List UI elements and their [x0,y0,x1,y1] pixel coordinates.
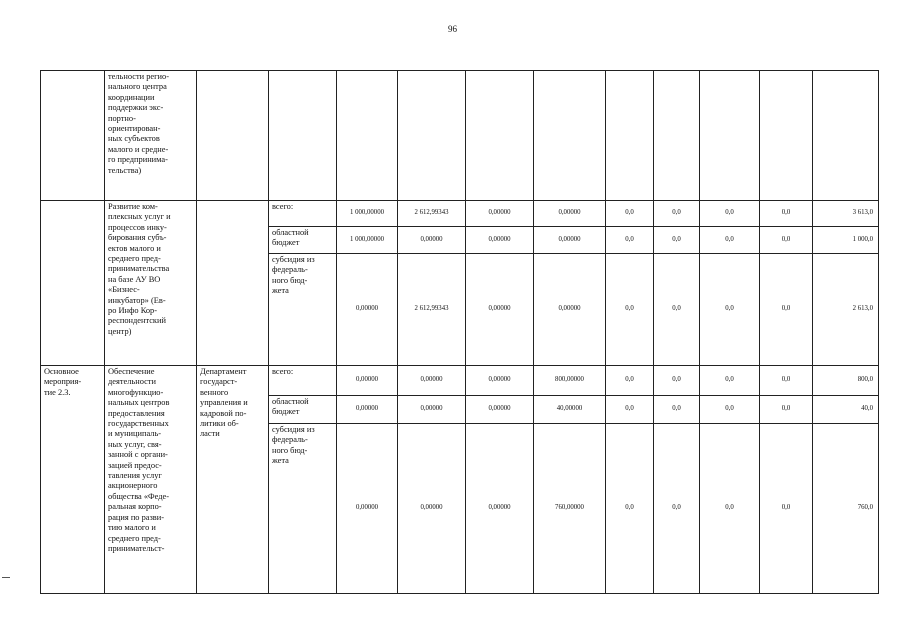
value-cell: 0,00000 [466,201,534,227]
source-cell: всего: [269,366,337,396]
value-cell [466,71,534,201]
value-cell: 0,0 [654,396,700,424]
measure-cell [41,71,105,201]
value-cell: 0,0 [606,254,654,366]
executor-cell [197,71,269,201]
value-cell [700,71,760,201]
value-cell: 0,0 [760,201,813,227]
value-cell: 0,00000 [466,424,534,594]
activity-cell: Обеспечение деятельности многофункцио- нальных центров предоставления государственных и муниципаль- ных услуг, свя- занной с органи- зацией предос- тавления услуг акционерного общества «Феде- ральная корпо- рация по разви- тию малого и среднего пред- принимательст- [105,366,197,594]
total-cell: 760,0 [813,424,879,594]
activity-cell: Развитие ком- плексных услуг и процессов инку- бирования субъ- ектов малого и среднего пред- принимательства на базе АУ ВО «Бизнес- инкубатор» (Ев- ро Инфо Кор- респондентский центр) [105,201,197,366]
value-cell: 0,0 [760,254,813,366]
executor-cell [197,201,269,366]
value-cell: 0,00000 [534,201,606,227]
value-cell: 0,0 [760,366,813,396]
value-cell: 0,0 [654,366,700,396]
value-cell: 0,0 [606,396,654,424]
value-cell: 0,00000 [466,254,534,366]
value-cell: 0,0 [700,366,760,396]
value-cell: 2 612,99343 [398,254,466,366]
value-cell: 0,00000 [398,366,466,396]
value-cell: 0,0 [606,424,654,594]
value-cell [337,71,398,201]
value-cell: 0,00000 [534,254,606,366]
value-cell: 0,00000 [337,366,398,396]
value-cell: 0,0 [760,424,813,594]
value-cell: 0,0 [654,227,700,254]
total-cell: 40,0 [813,396,879,424]
value-cell: 0,00000 [337,254,398,366]
value-cell: 800,00000 [534,366,606,396]
source-cell: всего: [269,201,337,227]
value-cell [760,71,813,201]
value-cell: 0,0 [606,227,654,254]
value-cell: 0,0 [700,254,760,366]
value-cell [398,71,466,201]
table-row [41,201,879,227]
value-cell: 0,0 [760,396,813,424]
value-cell: 0,00000 [337,424,398,594]
value-cell: 2 612,99343 [398,201,466,227]
value-cell: 0,00000 [337,396,398,424]
value-cell: 0,00000 [466,396,534,424]
page-number: 96 [448,24,457,34]
source-cell: субсидия из федераль- ного бюд- жета [269,254,337,366]
margin-mark [2,577,10,578]
value-cell [534,71,606,201]
value-cell: 0,0 [654,424,700,594]
value-cell: 0,0 [606,366,654,396]
measure-cell [41,201,105,366]
value-cell: 0,00000 [534,227,606,254]
source-cell: областной бюджет [269,227,337,254]
value-cell: 1 000,00000 [337,201,398,227]
value-cell [606,71,654,201]
value-cell: 0,00000 [466,227,534,254]
measure-cell: Основное мероприя- тие 2.3. [41,366,105,594]
value-cell: 0,0 [700,424,760,594]
value-cell [654,71,700,201]
value-cell: 0,0 [700,201,760,227]
activity-cell: тельности регио- нального центра координации поддержки экс- портно- ориентирован- ных субъектов малого и средне- го предпринима- тельства) [105,71,197,201]
budget-table [40,70,879,594]
executor-cell: Департамент государст- венного управления и кадровой по- литики об- ласти [197,366,269,594]
source-cell [269,71,337,201]
value-cell: 1 000,00000 [337,227,398,254]
value-cell: 40,00000 [534,396,606,424]
table-row [41,366,879,396]
value-cell: 0,0 [654,201,700,227]
value-cell: 0,00000 [398,227,466,254]
total-cell: 3 613,0 [813,201,879,227]
total-cell: 2 613,0 [813,254,879,366]
value-cell: 0,00000 [398,396,466,424]
source-cell: областной бюджет [269,396,337,424]
source-cell: субсидия из федераль- ного бюд- жета [269,424,337,594]
table-row [41,71,879,201]
total-cell: 800,0 [813,366,879,396]
value-cell: 760,00000 [534,424,606,594]
value-cell: 0,0 [700,227,760,254]
value-cell: 0,0 [654,254,700,366]
value-cell: 0,00000 [466,366,534,396]
value-cell: 0,00000 [398,424,466,594]
value-cell: 0,0 [700,396,760,424]
total-cell: 1 000,0 [813,227,879,254]
value-cell: 0,0 [606,201,654,227]
value-cell [813,71,879,201]
value-cell: 0,0 [760,227,813,254]
